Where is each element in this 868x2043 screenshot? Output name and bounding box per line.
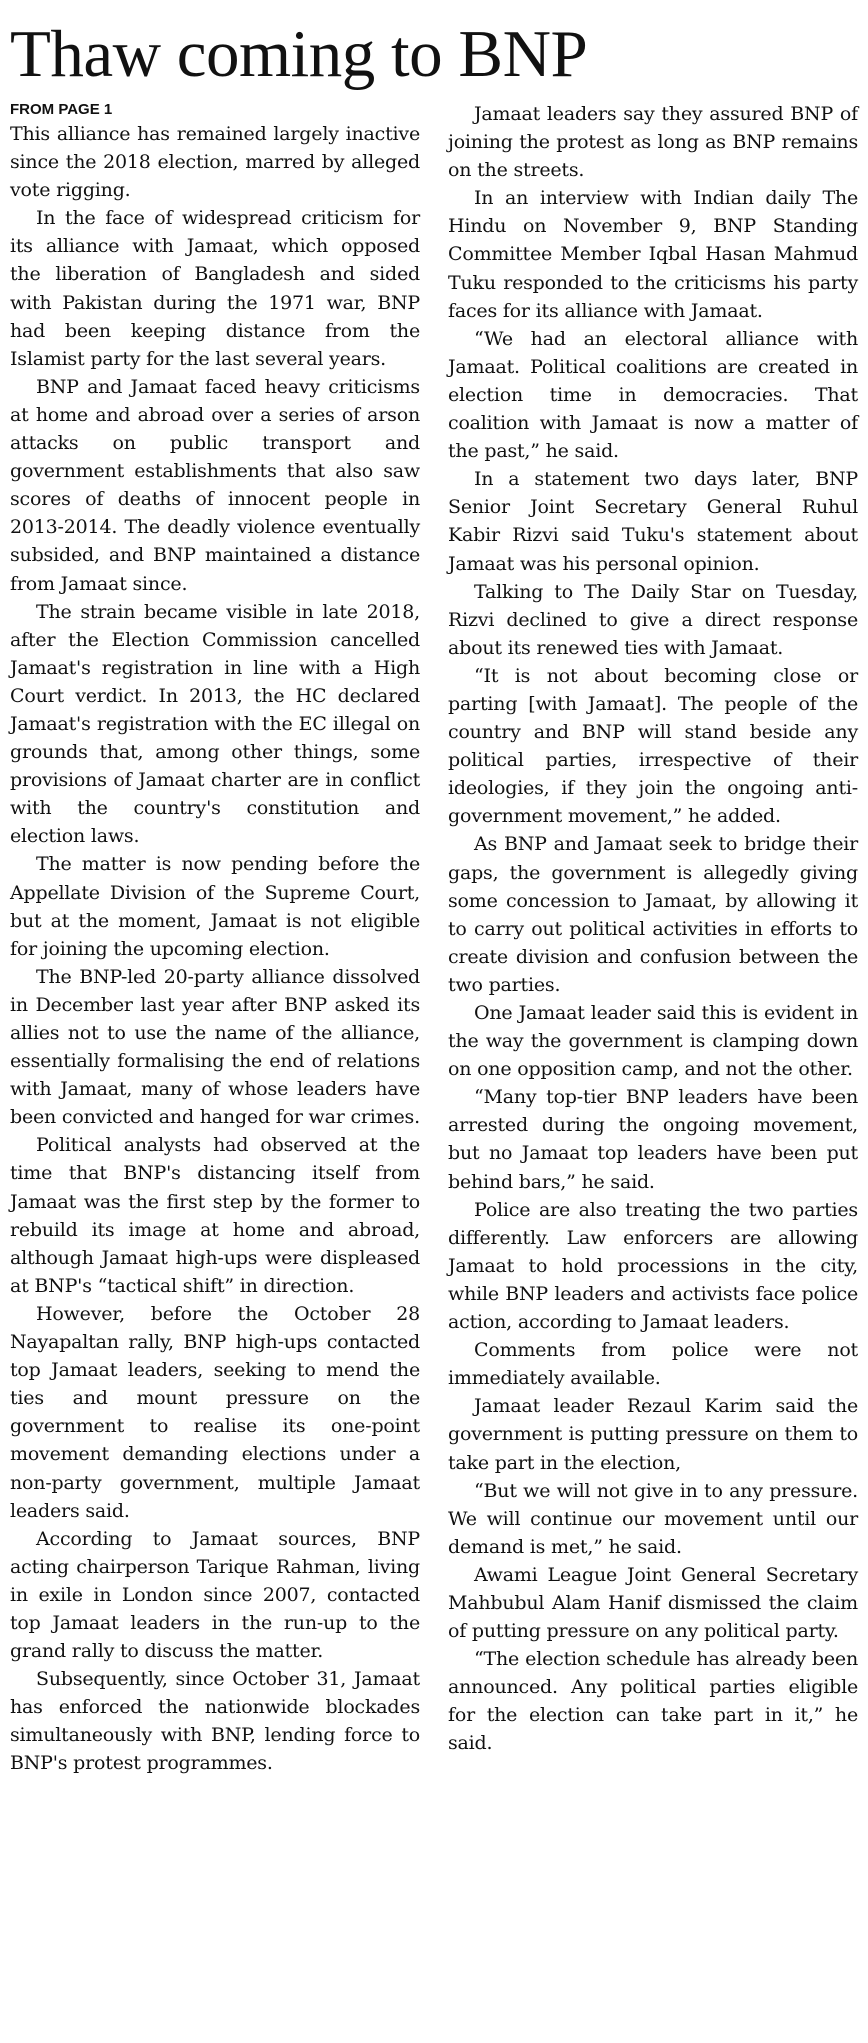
paragraph: Talking to The Daily Star on Tuesday, Rizvi declined to give a direct response about its renewed ties with Jamaat. — [448, 580, 858, 659]
paragraph: The strain became visible in late 2018, after the Election Commission cancelled Jamaat's registration in line with a High Court verdict. In 2013, the HC declared Jamaat's registration with the EC illegal on grounds that, among other things, some provisions of Jamaat charter are in conflict with the country's constitution and election laws. — [10, 600, 420, 848]
paragraph: Political analysts had observed at the time that BNP's distancing itself from Jamaat was the first step by the former to rebuild its image at home and abroad, although Jamaat high-ups were displeased at BNP's “tactical shift” in direction. — [10, 1134, 420, 1297]
paragraph: Awami League Joint General Secretary Mahbubul Alam Hanif dismissed the claim of putting pressure on any political party. — [448, 1563, 858, 1643]
paragraph: In the face of widespread criticism for its alliance with Jamaat, which opposed the liberation of Bangladesh and sided with Pakistan during the 1971 war, BNP had been keeping distance from the Islamist party for the last several years. — [10, 207, 420, 370]
paragraph: Jamaat leaders say they assured BNP of joining the protest as long as BNP remains on the streets. — [448, 103, 858, 182]
paragraph: The matter is now pending before the Appellate Division of the Supreme Court, but at the moment, Jamaat is not eligible for joining the upcoming election. — [10, 853, 420, 960]
paragraph: Comments from police were not immediately available. — [448, 1339, 858, 1390]
paragraph: The BNP-led 20-party alliance dissolved in December last year after BNP asked its allies not to use the name of the alliance, essentially formalising the end of relations with Jamaat, many of whose leaders have been convicted and hanged for war crimes. — [10, 965, 420, 1129]
paragraph: “The election schedule has already been announced. Any political parties eligible for the election can take part in it,” he said. — [448, 1648, 858, 1755]
paragraph: Police are also treating the two parties differently. Law enforcers are allowing Jamaat to hold processions in the city, while BNP leaders and activists face police action, according to Jamaat leaders. — [448, 1198, 858, 1334]
paragraph: “It is not about becoming close or parting [with Jamaat]. The people of the country and BNP will stand beside any political parties, irrespective of their ideologies, if they join the ongoing anti-government movement,” he added. — [448, 664, 858, 828]
column-right — [448, 100, 858, 1778]
paragraph: BNP and Jamaat faced heavy criticisms at home and abroad over a series of arson attacks on public transport and government establishments that also saw scores of deaths of innocent people in 2013-2014. The deadly violence eventually subsided, and BNP maintained a distance from Jamaat since. — [10, 375, 420, 595]
kicker-from-page: FROM PAGE 1 — [10, 101, 113, 118]
paragraph: However, before the October 28 Nayapaltan rally, BNP high-ups contacted top Jamaat leaders, seeking to mend the ties and mount pressure on the government to realise its one-point movement demanding elections under a non-party government, multiple Jamaat leaders said. — [10, 1302, 420, 1522]
paragraph: As BNP and Jamaat seek to bridge their gaps, the government is allegedly giving some concession to Jamaat, by allowing it to carry out political activities in efforts to create division and confusion between the two parties. — [448, 833, 858, 996]
paragraph: In a statement two days later, BNP Senior Joint Secretary General Ruhul Kabir Rizvi said Tuku's statement about Jamaat was his personal opinion. — [448, 468, 858, 575]
paragraph: “But we will not give in to any pressure. We will continue our movement until our demand is met,” he said. — [448, 1479, 858, 1558]
paragraph: According to Jamaat sources, BNP acting chairperson Tarique Rahman, living in exile in London since 2007, contacted top Jamaat leaders in the run-up to the grand rally to discuss the matter. — [10, 1527, 420, 1663]
article-body — [10, 100, 858, 1778]
paragraph: One Jamaat leader said this is evident in the way the government is clamping down on one opposition camp, and not the other. — [448, 1002, 858, 1081]
paragraph: Subsequently, since October 31, Jamaat has enforced the nationwide blockades simultaneously with BNP, lending force to BNP's protest programmes. — [10, 1668, 420, 1775]
paragraph: Jamaat leader Rezaul Karim said the government is putting pressure on them to take part in the election, — [448, 1395, 858, 1474]
column-left — [10, 100, 420, 1778]
paragraph: In an interview with Indian daily The Hindu on November 9, BNP Standing Committee Member Iqbal Hasan Mahmud Tuku responded to the criticisms his party faces for its alliance with Jamaat. — [448, 187, 858, 322]
paragraph: “Many top-tier BNP leaders have been arrested during the ongoing movement, but no Jamaat top leaders have been put behind bars,” he said. — [448, 1086, 858, 1193]
headline: Thaw coming to BNP — [10, 17, 588, 91]
paragraph: This alliance has remained largely inactive since the 2018 election, marred by alleged vote rigging. — [10, 123, 420, 202]
paragraph: “We had an electoral alliance with Jamaat. Political coalitions are created in election time in democracies. That coalition with Jamaat is now a matter of the past,” he said. — [448, 327, 858, 463]
